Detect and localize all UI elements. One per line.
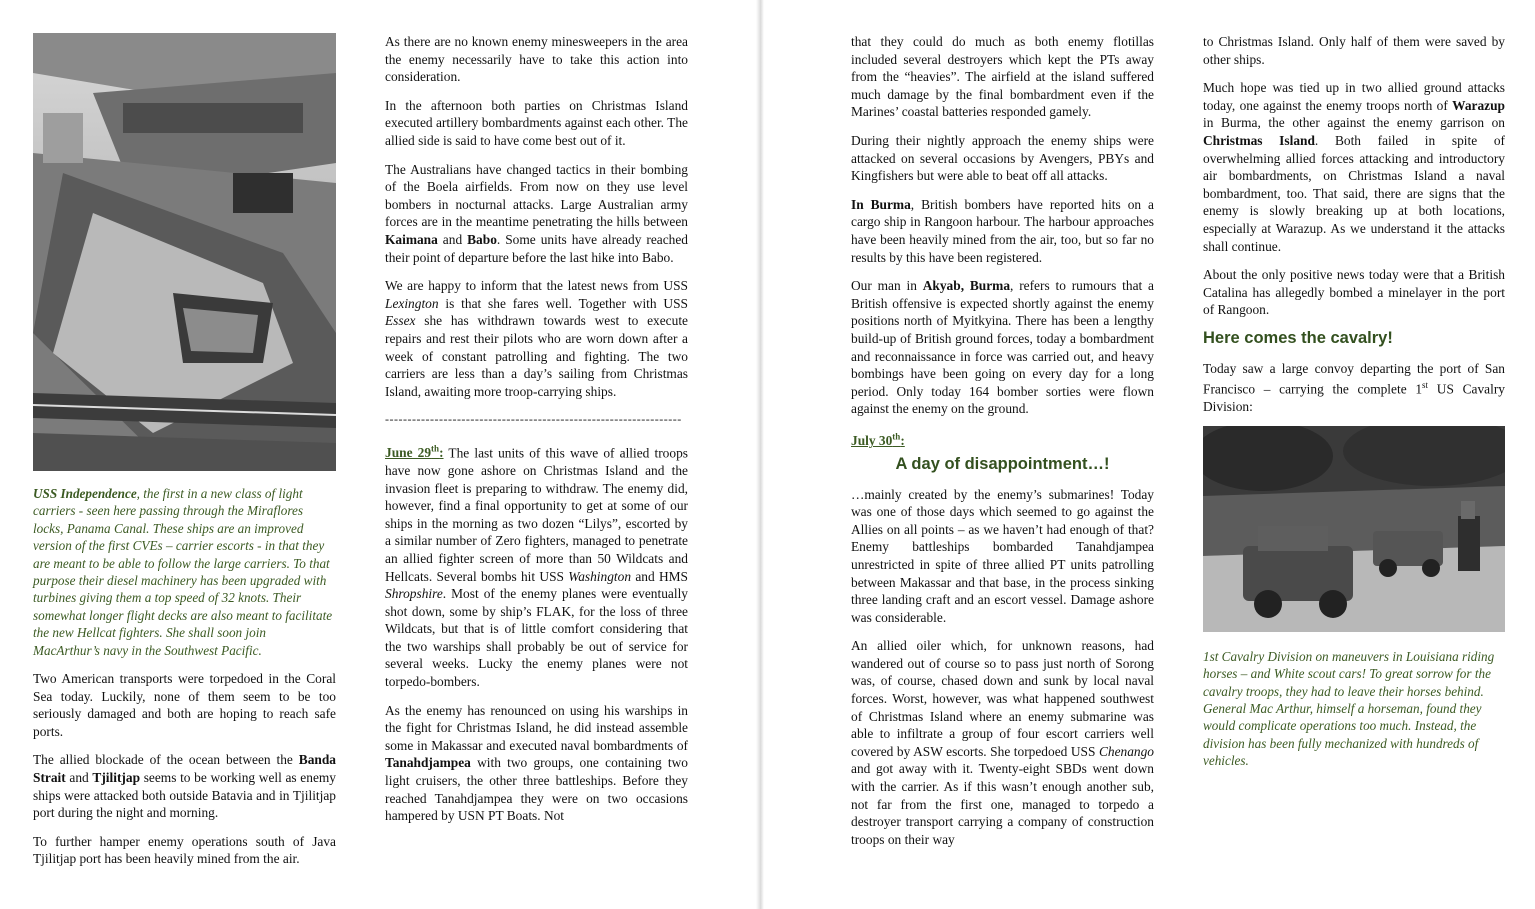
- paragraph: The allied blockade of the ocean between the Banda Strait and Tjilitjap seems to be working well as enemy ships were attacked both outside Batavia and in Tjilitjap port during the night and morning.: [33, 752, 337, 821]
- section-divider: ------------------------------------------------------------------: [385, 412, 682, 427]
- paragraph: As there are no known enemy minesweepers in the area the enemy necessarily have to take this action into consideration.: [385, 34, 688, 85]
- paragraph: …mainly created by the enemy’s submarines! Today was one of those days which seemed to go against the Allies on all points – as we haven’t had enough of that? Enemy battleships bombarded Tanahdjampea unrestricted in spite of three allied PT units patrolling between Makassar and that base, in the process sinking three landing craft and an escort vessel. Damage ashore was considerable.: [851, 486, 1154, 625]
- paragraph: About the only positive news today were that a British Catalina has allegedly bombed a minelayer in the port of Rangoon.: [1203, 267, 1505, 318]
- paragraph: As the enemy has renounced on using his warships in the fight for Christmas Island, he did instead assemble some in Makassar and executed naval bombardments of Tanahdjampea with two groups, one containing two light cruisers, the other three battleships. Before they reached Tanahdjampea they were on two occasions hampered by USN PT Boats. Not: [385, 702, 688, 824]
- paragraph: Today saw a large convoy departing the port of San Francisco – carrying the complete 1st US Cavalry Division:: [1203, 360, 1505, 415]
- headline-here-comes-the-cavalry: Here comes the cavalry!: [1203, 328, 1393, 347]
- right-column-1: [851, 33, 1154, 859]
- paragraph: In Burma, British bombers have reported hits on a cargo ship in Rangoon harbour. The harbour approaches have been heavily mined from the air, too, but so far no results by this have been registered.: [851, 196, 1154, 265]
- paragraph: Two American transports were torpedoed in the Coral Sea today. Luckily, none of them seem to be too seriously damaged and both are hoping to reach safe ports.: [33, 671, 336, 739]
- paragraph: that they could do much as both enemy flotillas included several destroyers which kept the PTs away from the “heavies”. The airfield at the island suffered much damage by the final bombardment even if the Marines’ coastal batteries responded gamely.: [851, 34, 1154, 120]
- paragraph: During their nightly approach the enemy ships were attacked on several occasions by Avengers, PBYs and Kingfishers but were able to beat off all attacks.: [851, 132, 1154, 184]
- right-column-2: [1203, 33, 1505, 781]
- paragraph: Much hope was tied up in two allied ground attacks today, one against the enemy troops north of Warazup in Burma, the other against the enemy garrison on Christmas Island. Both failed in spite of overwhelming allied forces attacking and introductory air bombardments, on Christmas Island a naval bombardment, too. That said, there are signs that the enemy is slowly breaking up at both locations, especially at Warazup. As we understand it the attacks shall continue.: [1203, 80, 1505, 254]
- paragraph: An allied oiler which, for unknown reasons, had wandered out of course so to pass just north of Sorong was, of course, chased down and sunk by local naval forces. Worst, however, was what happened southwest of Christmas Island where an enemy submarine was able to infiltrate a group of four escort carriers well covered by ASW escorts. She torpedoed USS Chenango and got away with it. Twenty-eight SBDs went down with the carrier. As if this wasn’t enough another sub, not far from the first one, managed to torpedo a destroyer transport carrying a company of construction troops on their way: [851, 638, 1154, 847]
- photo-carrier-in-locks: [33, 33, 336, 471]
- dateline-july-30-line: [851, 429, 1154, 450]
- page-gutter: [756, 0, 764, 909]
- photo-cavalry-scout-cars: [1203, 426, 1505, 632]
- paragraph: The Australians have changed tactics in their bombing of the Boela airfields. From now on they use level bombers in nocturnal attacks. Large Australian army forces are in the meantime penetrating the hills between Kaimana and Babo. Some units have already reached their point of departure before the last hike into Babo.: [385, 161, 688, 265]
- paragraph-june-29: June 29th: The last units of this wave of allied troops have now gone ashore on Christmas Island and the invasion fleet is preparing to withdraw. The enemy did, however, find a final opportunity to get at some of our ships in the morning as two dozen “Lilys”, escorted by a similar number of Zero fighters, managed to penetrate an allied fighter screen of more than 50 Wildcats and Hellcats. Several bombs hit USS Washington and HMS Shropshire. Most of the enemy planes were eventually shot down, some by ship’s FLAK, for the loss of three Wildcats, but that is of little comfort considering that the two warships shall probably be out of service for several weeks. Lucky the enemy planes were not torpedo-bombers.: [385, 443, 688, 690]
- photo-caption-cavalry: 1st Cavalry Division on maneuvers in Louisiana riding horses – and White scout cars! To great sorrow for the cavalry troops, they had to leave their horses behind. General Mac Arthur, himself a horseman, found they would complicate operations too much. Instead, the division has been fully mechanized with hundreds of vehicles.: [1203, 648, 1495, 769]
- paragraph: To further hamper enemy operations south of Java Tjilitjap port has been heavily mined from the air.: [33, 833, 336, 867]
- paragraph: In the afternoon both parties on Christmas Island executed artillery bombardments against each other. The allied side is said to have come best out of it.: [385, 97, 688, 148]
- dateline-june-29: June 29th:: [385, 443, 444, 461]
- left-column-2: [385, 33, 688, 836]
- headline-day-of-disappointment: A day of disappointment…!: [895, 454, 1110, 473]
- left-column-1: [33, 33, 336, 879]
- paragraph: Our man in Akyab, Burma, refers to rumours that a British offensive is expected shortly against the enemy positions north of Myitkyina. There has been a lengthy build-up of British ground forces, today a bombardment and reconnaissance in force was carried out, and heavy bombings have been going on every day for a long period. Only today 164 bomber sorties were flown against the enemy on the ground.: [851, 278, 1154, 417]
- paragraph: to Christmas Island. Only half of them were saved by other ships.: [1203, 34, 1505, 67]
- paragraph: We are happy to inform that the latest news from USS Lexington is that she fares well. Together with USS Essex she has withdrawn towards west to execute repairs and rest their pilots who are worn down after a week of constant patrolling and fighting. The two carriers are less than a day’s sailing from Christmas Island, awaiting more troop-carrying ships.: [385, 278, 688, 399]
- dateline-july-30: July 30th:: [851, 431, 905, 449]
- photo-caption-independence: USS Independence, the first in a new class of light carriers - seen here passing through the Miraflores locks, Panama Canal. These ships are an improved version of the first CVEs – carrier escorts - in that they are meant to be able to follow the large carriers. To that purpose their diesel machinery has been upgraded with turbines giving them a top speed of 32 knots. Their somewhat longer flight decks are also meant to facilitate the new Hellcat fighters. She shall soon join MacArthur’s navy in the Southwest Pacific.: [33, 486, 333, 658]
